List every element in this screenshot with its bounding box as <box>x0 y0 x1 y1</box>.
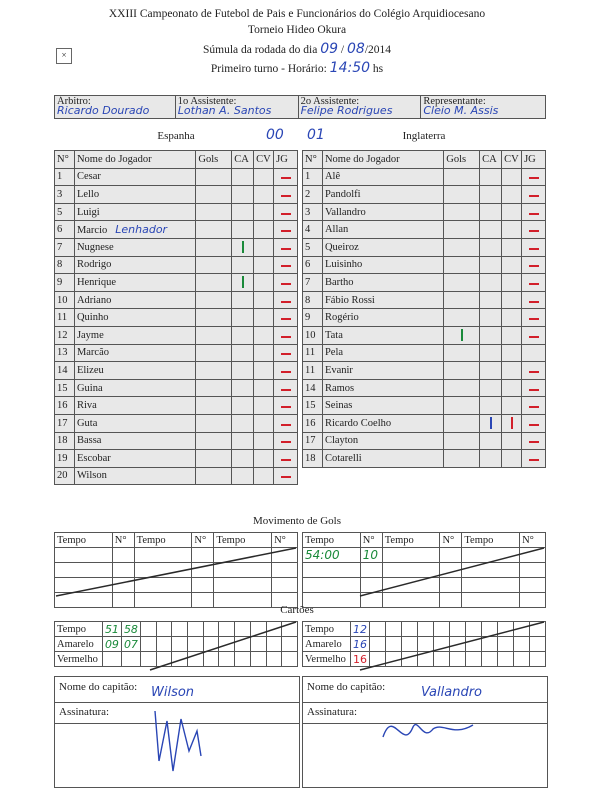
card-value: 58 <box>121 622 140 637</box>
col-jg: JG <box>274 151 298 169</box>
goal-time-header: Tempo <box>134 533 192 548</box>
captain-right-name: Vallandro <box>421 685 483 700</box>
player-name: Queiroz <box>324 241 359 253</box>
cards-right-strike <box>360 622 544 670</box>
representative-label: Representante: <box>423 96 486 107</box>
player-name: Ramos <box>324 382 355 394</box>
captain-right-signature <box>363 697 483 757</box>
player-name: Rodrigo <box>76 259 112 271</box>
player-number: 8 <box>303 291 323 309</box>
player-name: Alê <box>324 171 341 183</box>
player-number: 9 <box>303 309 323 327</box>
col-cv: CV <box>254 151 274 169</box>
card-value: 16 <box>351 637 370 652</box>
col-jg: JG <box>522 151 546 169</box>
col-ca: CA <box>480 151 502 169</box>
col-num: N° <box>303 151 323 169</box>
player-number: 3 <box>55 186 75 204</box>
player-name: Clayton <box>324 435 359 447</box>
goal-time-value: 54:00 <box>303 548 361 563</box>
player-number: 1 <box>55 168 75 186</box>
captain-left-label: Nome do capitão: <box>59 681 138 693</box>
player-name: Pela <box>324 347 344 359</box>
player-number: 7 <box>303 274 323 292</box>
captain-right-label: Nome do capitão: <box>307 681 386 693</box>
player-number: 13 <box>55 344 75 362</box>
date-year: /2014 <box>364 44 392 56</box>
col-name: Nome do Jogador <box>74 151 195 169</box>
captain-left-name: Wilson <box>151 685 195 700</box>
referee-label: Árbitro: <box>57 96 91 107</box>
goal-time-header: Tempo <box>214 533 272 548</box>
player-number: 11 <box>55 309 75 327</box>
player-name: Marcio <box>76 225 108 237</box>
goal-num-value: 10 <box>360 548 382 563</box>
goal-num-header: N° <box>192 533 214 548</box>
player-number: 5 <box>303 238 323 256</box>
title-line-1: XXIII Campeonato de Futebol de Pais e Funcionários do Colégio Arquidiocesano <box>108 8 486 20</box>
player-name: Vallandro <box>324 206 366 218</box>
player-name: Guta <box>76 417 98 429</box>
player-name: Seinas <box>324 400 353 412</box>
representative-name: Cleio M. Assis <box>423 104 499 117</box>
team-right-name: Inglaterra <box>402 130 446 142</box>
col-ca: CA <box>232 151 254 169</box>
player-name: Nugnese <box>76 241 114 253</box>
player-name: Bassa <box>76 435 102 447</box>
assistant2-label: 2o Assistente: <box>300 96 360 107</box>
goal-time-header: Tempo <box>462 533 520 548</box>
captain-right-sign-label: Assinatura: <box>307 706 358 718</box>
captain-left-signature <box>145 701 215 781</box>
goal-num-header: N° <box>520 533 546 548</box>
player-number: 7 <box>55 238 75 256</box>
player-name: Wilson <box>76 470 107 482</box>
goal-time-header: Tempo <box>382 533 440 548</box>
assistant1-name: Lothan A. Santos <box>177 104 272 117</box>
cards-title: Cartões <box>280 604 314 616</box>
player-number: 20 <box>55 467 75 485</box>
player-number: 6 <box>55 221 75 239</box>
player-number: 2 <box>303 186 323 204</box>
card-value: 07 <box>121 637 140 652</box>
player-number: 11 <box>303 344 323 362</box>
card-label-tempo: Tempo <box>55 622 103 637</box>
referee-name: Ricardo Dourado <box>57 104 150 117</box>
player-name: Marcão <box>76 347 110 359</box>
date-label: Súmula da rodada do dia <box>202 44 318 56</box>
card-value: 16 <box>351 652 370 667</box>
goal-time-header: Tempo <box>303 533 361 548</box>
card-label-vermelho: Vermelho <box>55 652 103 667</box>
player-number: 16 <box>303 414 323 432</box>
card-value: 12 <box>351 622 370 637</box>
cards-left-strike <box>150 622 296 670</box>
col-cv: CV <box>502 151 522 169</box>
player-name: Bartho <box>324 276 354 288</box>
time-label: Primeiro turno - Horário: <box>210 63 327 75</box>
goals-left-strike <box>56 548 296 596</box>
player-number: 1 <box>303 168 323 186</box>
player-nickname: Lenhador <box>115 223 168 237</box>
team-left-name: Espanha <box>157 130 195 142</box>
player-name: Cesar <box>76 171 101 183</box>
title-line-2: Torneio Hideo Okura <box>247 24 347 36</box>
player-name: Henrique <box>76 276 117 288</box>
player-number: 14 <box>303 379 323 397</box>
player-number: 5 <box>55 203 75 221</box>
date-day: 09 <box>320 41 339 57</box>
player-number: 4 <box>303 221 323 239</box>
captain-right-box <box>302 676 548 788</box>
player-name: Ricardo Coelho <box>324 417 392 429</box>
player-name: Pandolfi <box>324 188 361 200</box>
player-name: Allan <box>324 224 349 236</box>
player-number: 11 <box>303 362 323 380</box>
team-right-score: 01 <box>307 127 325 143</box>
player-name: Luisinho <box>324 259 363 271</box>
card-label-tempo: Tempo <box>303 622 351 637</box>
player-number: 14 <box>55 362 75 380</box>
captain-left-sign-label: Assinatura: <box>59 706 110 718</box>
player-number: 17 <box>55 414 75 432</box>
goals-title: Movimento de Gols <box>253 515 341 527</box>
goals-right-strike <box>360 548 544 596</box>
player-name: Fábio Rossi <box>324 294 375 306</box>
player-number: 18 <box>303 450 323 468</box>
player-name: Tata <box>324 329 343 341</box>
player-number: 17 <box>303 432 323 450</box>
close-mark: × <box>56 48 72 64</box>
goal-time-header: Tempo <box>55 533 113 548</box>
col-gols: Gols <box>444 151 480 169</box>
date-month: 08 <box>346 41 365 57</box>
goal-num-header: N° <box>272 533 298 548</box>
player-name: Cotarelli <box>324 452 362 464</box>
player-number: 12 <box>55 326 75 344</box>
card-value: 09 <box>102 637 121 652</box>
date-sep: / <box>340 44 345 56</box>
player-number: 16 <box>55 397 75 415</box>
player-name: Quinho <box>76 312 109 324</box>
player-number: 15 <box>303 397 323 415</box>
goal-num-header: N° <box>440 533 462 548</box>
col-name: Nome do Jogador <box>322 151 443 169</box>
player-name: Riva <box>76 400 97 412</box>
card-label-vermelho: Vermelho <box>303 652 351 667</box>
card-value: 51 <box>102 622 121 637</box>
player-name: Jayme <box>76 329 104 341</box>
player-name: Guina <box>76 382 103 394</box>
player-number: 19 <box>55 450 75 468</box>
player-number: 9 <box>55 274 75 292</box>
goal-num-header: N° <box>112 533 134 548</box>
player-number: 8 <box>55 256 75 274</box>
col-num: N° <box>55 151 75 169</box>
goal-num-header: N° <box>360 533 382 548</box>
card-label-amarelo: Amarelo <box>303 637 351 652</box>
player-name: Rogério <box>324 312 359 324</box>
team-left-score: 00 <box>266 127 284 143</box>
player-name: Luigi <box>76 206 100 218</box>
player-number: 10 <box>55 291 75 309</box>
captain-left-box <box>54 676 300 788</box>
player-name: Lello <box>76 188 100 200</box>
assistant2-name: Felipe Rodrigues <box>300 104 393 117</box>
player-number: 3 <box>303 203 323 221</box>
player-name: Adriano <box>76 294 112 306</box>
player-name: Elizeu <box>76 364 104 376</box>
player-name: Escobar <box>76 452 111 464</box>
time-value: 14:50 <box>329 60 371 76</box>
player-number: 15 <box>55 379 75 397</box>
time-unit: hs <box>372 63 384 75</box>
player-name: Evanir <box>324 364 353 376</box>
assistant1-label: 1o Assistente: <box>177 96 237 107</box>
player-number: 18 <box>55 432 75 450</box>
col-gols: Gols <box>196 151 232 169</box>
player-number: 10 <box>303 326 323 344</box>
card-label-amarelo: Amarelo <box>55 637 103 652</box>
player-number: 6 <box>303 256 323 274</box>
